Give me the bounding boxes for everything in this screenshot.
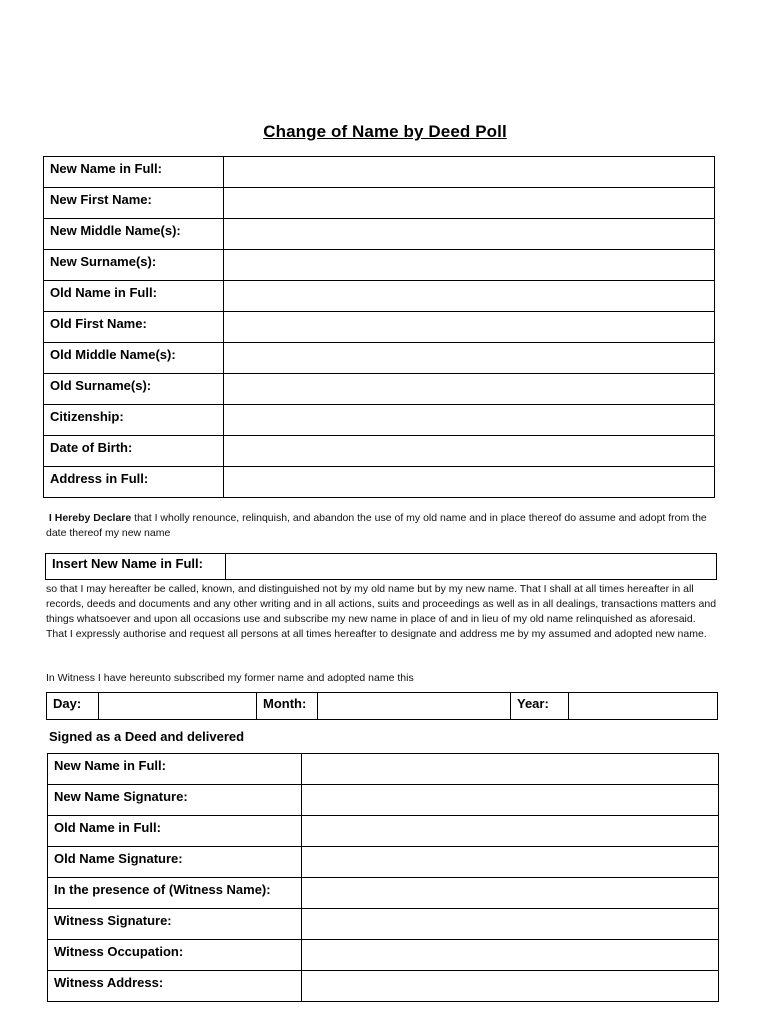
new-surname-s-label: New Surname(s): xyxy=(44,250,224,281)
year-label: Year: xyxy=(511,693,569,720)
table-row xyxy=(44,281,715,312)
witness-address-field[interactable] xyxy=(302,971,719,1002)
day-field[interactable] xyxy=(99,693,257,720)
insert-new-name-label: Insert New Name in Full: xyxy=(46,554,226,580)
new-middle-name-s-field[interactable] xyxy=(224,219,715,250)
declaration-lead: I Hereby Declare xyxy=(48,512,132,524)
witness-occupation-field[interactable] xyxy=(302,940,719,971)
old-first-name-field[interactable] xyxy=(224,312,715,343)
date-table xyxy=(46,692,718,720)
witness-address-label: Witness Address: xyxy=(48,971,302,1002)
table-row xyxy=(48,940,719,971)
declaration-body-paragraph: so that I may hereafter be called, known, and distinguished not by my old name but by my new name. That I shall at all times hereafter in all records, deeds and documents and any other writing and in all actions, suits and proceedings as well as in all dealings, transactions matters and things whatsoever and upon all occasions use and subscribe my new name in place of and in lieu of my old name relinquished as aforesaid. That I expressly authorise and request all persons at all times hereafter to designate and address me by my assumed and adopted new name. xyxy=(46,583,717,640)
table-row xyxy=(44,436,715,467)
year-field[interactable] xyxy=(569,693,718,720)
signature-table xyxy=(47,753,719,1002)
old-name-signature-label: Old Name Signature: xyxy=(48,847,302,878)
table-row xyxy=(48,847,719,878)
witness-occupation-label: Witness Occupation: xyxy=(48,940,302,971)
table-row xyxy=(44,157,715,188)
table-row xyxy=(44,312,715,343)
declaration-paragraph xyxy=(46,511,718,541)
witness-signature-label: Witness Signature: xyxy=(48,909,302,940)
table-row xyxy=(46,554,717,580)
date-of-birth-label: Date of Birth: xyxy=(44,436,224,467)
citizenship-field[interactable] xyxy=(224,405,715,436)
new-name-in-full-label: New Name in Full: xyxy=(48,754,302,785)
witness-statement: In Witness I have hereunto subscribed my former name and adopted name this xyxy=(46,672,414,684)
table-row xyxy=(44,343,715,374)
date-of-birth-field[interactable] xyxy=(224,436,715,467)
table-row xyxy=(44,219,715,250)
table-row xyxy=(44,188,715,219)
new-surname-s-field[interactable] xyxy=(224,250,715,281)
table-row xyxy=(48,785,719,816)
old-middle-name-s-label: Old Middle Name(s): xyxy=(44,343,224,374)
signed-heading: Signed as a Deed and delivered xyxy=(49,729,245,744)
address-in-full-label: Address in Full: xyxy=(44,467,224,498)
table-row xyxy=(44,374,715,405)
table-row xyxy=(48,754,719,785)
old-name-in-full-field[interactable] xyxy=(302,816,719,847)
day-label: Day: xyxy=(47,693,99,720)
table-row xyxy=(48,816,719,847)
insert-new-name-field[interactable] xyxy=(226,554,717,580)
month-field[interactable] xyxy=(318,693,511,720)
table-row xyxy=(44,467,715,498)
old-name-in-full-field[interactable] xyxy=(224,281,715,312)
declaration-text: that I wholly renounce, relinquish, and abandon the use of my old name and in place thereof do assume and adopt from the date thereof my new name xyxy=(46,512,707,539)
citizenship-label: Citizenship: xyxy=(44,405,224,436)
month-label: Month: xyxy=(257,693,318,720)
old-name-in-full-label: Old Name in Full: xyxy=(44,281,224,312)
table-row xyxy=(48,878,719,909)
new-middle-name-s-label: New Middle Name(s): xyxy=(44,219,224,250)
old-name-signature-field[interactable] xyxy=(302,847,719,878)
new-name-signature-field[interactable] xyxy=(302,785,719,816)
insert-new-name-table xyxy=(45,553,717,580)
new-first-name-label: New First Name: xyxy=(44,188,224,219)
personal-details-table xyxy=(43,156,715,498)
table-row xyxy=(44,405,715,436)
old-middle-name-s-field[interactable] xyxy=(224,343,715,374)
old-surname-s-label: Old Surname(s): xyxy=(44,374,224,405)
table-row xyxy=(47,693,718,720)
witness-signature-field[interactable] xyxy=(302,909,719,940)
old-first-name-label: Old First Name: xyxy=(44,312,224,343)
old-name-in-full-label: Old Name in Full: xyxy=(48,816,302,847)
new-name-signature-label: New Name Signature: xyxy=(48,785,302,816)
new-name-in-full-field[interactable] xyxy=(224,157,715,188)
table-row xyxy=(48,971,719,1002)
new-name-in-full-field[interactable] xyxy=(302,754,719,785)
table-row xyxy=(48,909,719,940)
in-the-presence-of-witness-name-field[interactable] xyxy=(302,878,719,909)
new-name-in-full-label: New Name in Full: xyxy=(44,157,224,188)
address-in-full-field[interactable] xyxy=(224,467,715,498)
in-the-presence-of-witness-name-label: In the presence of (Witness Name): xyxy=(48,878,302,909)
new-first-name-field[interactable] xyxy=(224,188,715,219)
document-title: Change of Name by Deed Poll xyxy=(263,122,507,141)
old-surname-s-field[interactable] xyxy=(224,374,715,405)
table-row xyxy=(44,250,715,281)
